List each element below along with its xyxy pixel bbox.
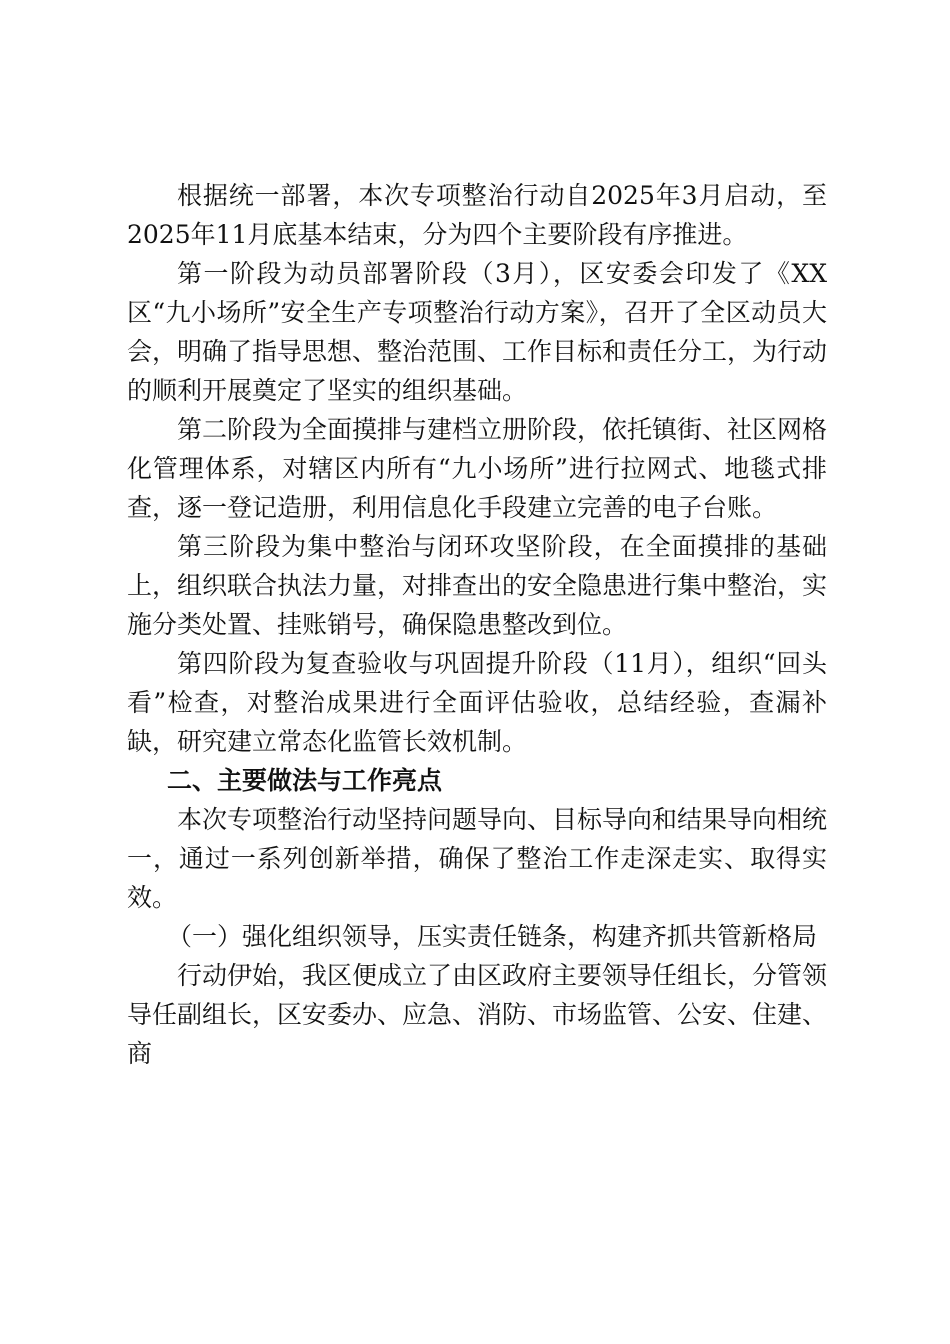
- paragraph-stage-four: 第四阶段为复查验收与巩固提升阶段（11月），组织“回头看”检查，对整治成果进行全面评估验收，总结经验，查漏补缺，研究建立常态化监管长效机制。: [127, 649, 827, 756]
- paragraph-intro-practices: 本次专项整治行动坚持问题导向、目标导向和结果导向相统一，通过一系列创新举措，确保了整治工作走深走实、取得实效。: [127, 805, 828, 912]
- paragraph-stage-two: 第二阶段为全面摸排与建档立册阶段，依托镇街、社区网格化管理体系，对辖区内所有“九小场所”进行拉网式、地毯式排查，逐一登记造册，利用信息化手段建立完善的电子台账。: [127, 415, 828, 522]
- section-heading-main-practices: 二、主要做法与工作亮点: [167, 766, 443, 795]
- document-body: [127, 176, 827, 1073]
- paragraph-schedule: 根据统一部署，本次专项整治行动自2025年3月启动，至2025年11月底基本结束，分为四个主要阶段有序推进。: [127, 181, 827, 249]
- paragraph-leadership-group: 行动伊始，我区便成立了由区政府主要领导任组长，分管领导任副组长，区安委办、应急、消防、市场监管、公安、住建、商: [127, 961, 828, 1068]
- paragraph-stage-one: 第一阶段为动员部署阶段（3月），区安委会印发了《XX区“九小场所”安全生产专项整治行动方案》，召开了全区动员大会，明确了指导思想、整治范围、工作目标和责任分工，为行动的顺利开展奠定了坚实的组织基础。: [127, 259, 828, 405]
- subsection-heading-leadership: （一）强化组织领导，压实责任链条，构建齐抓共管新格局: [167, 922, 818, 951]
- paragraph-stage-three: 第三阶段为集中整治与闭环攻坚阶段，在全面摸排的基础上，组织联合执法力量，对排查出的安全隐患进行集中整治，实施分类处置、挂账销号，确保隐患整改到位。: [127, 532, 828, 639]
